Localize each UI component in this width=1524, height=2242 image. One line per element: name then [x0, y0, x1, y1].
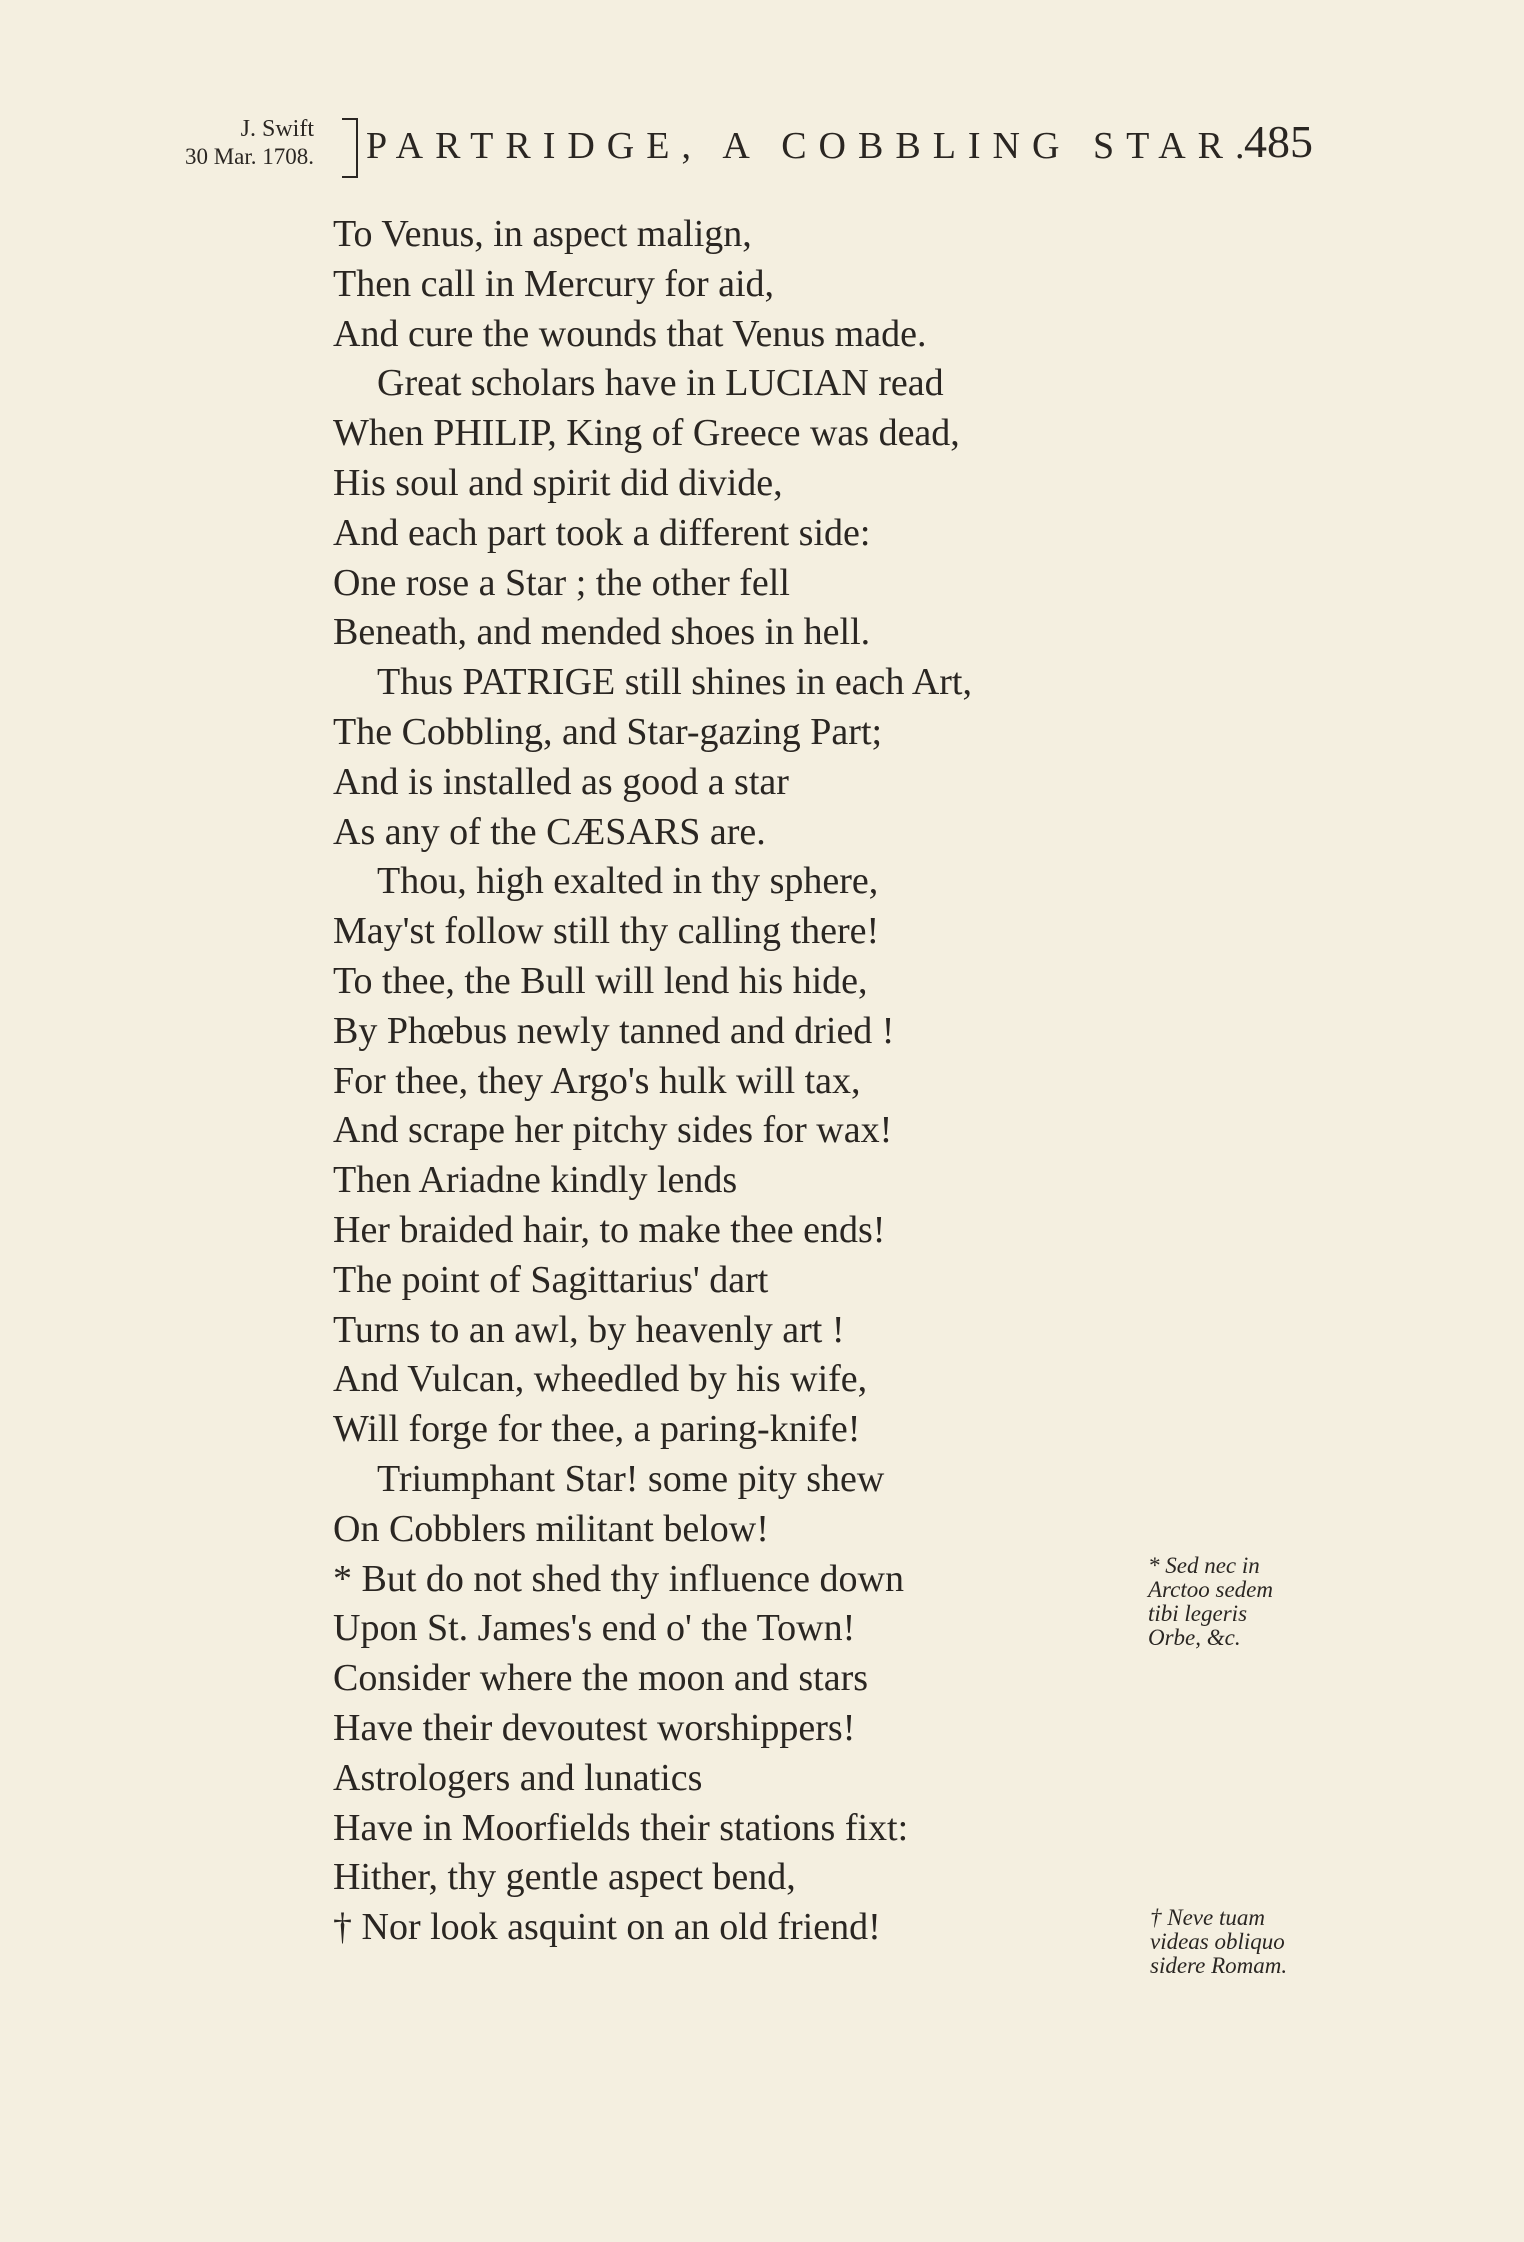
- margin-note: [1150, 1906, 1350, 1978]
- poem-line: On Cobblers militant below!: [333, 1507, 769, 1550]
- margin-note-line: Orbe, &c.: [1148, 1625, 1241, 1650]
- poem-line: Triumphant Star! some pity shew: [377, 1457, 885, 1500]
- poem-line: † Nor look asquint on an old friend!: [333, 1906, 881, 1949]
- margin-note-line: † Neve tuam: [1150, 1905, 1265, 1930]
- poem-line: And is installed as good a star: [333, 760, 789, 803]
- poem-line: Will forge for thee, a paring-knife!: [333, 1408, 861, 1451]
- margin-note-line: Arctoo sedem: [1148, 1577, 1273, 1602]
- poem-line: Thou, high exalted in thy sphere,: [377, 860, 879, 903]
- poem-line: Consider where the moon and stars: [333, 1657, 869, 1700]
- margin-note-line: sidere Romam.: [1150, 1953, 1288, 1978]
- poem-line: Have their devoutest worshippers!: [333, 1706, 856, 1749]
- poem-line: Have in Moorfields their stations fixt:: [333, 1806, 909, 1849]
- header-author: J. Swift: [240, 116, 314, 142]
- poem-line: His soul and spirit did divide,: [333, 461, 783, 504]
- margin-note-line: videas obliquo: [1150, 1929, 1285, 1954]
- poem-line: And scrape her pitchy sides for wax!: [333, 1109, 893, 1152]
- margin-note-line: tibi legeris: [1148, 1601, 1248, 1626]
- poem-line: For thee, they Argo's hulk will tax,: [333, 1059, 861, 1102]
- poem-text: [333, 210, 1133, 1953]
- poem-line: When PHILIP, King of Greece was dead,: [333, 412, 960, 455]
- poem-line: To Venus, in aspect malign,: [333, 213, 752, 255]
- poem-line: To thee, the Bull will lend his hide,: [333, 959, 868, 1002]
- poem-line: * But do not shed thy influence down: [333, 1557, 904, 1600]
- header-bracket: [342, 118, 358, 178]
- poem-line: The point of Sagittarius' dart: [333, 1258, 769, 1301]
- poem-line: Then Ariadne kindly lends: [333, 1159, 738, 1202]
- margin-note: [1148, 1554, 1348, 1650]
- poem-line: Hither, thy gentle aspect bend,: [333, 1856, 796, 1899]
- poem-line: One rose a Star ; the other fell: [333, 561, 790, 604]
- poem-line: As any of the CÆSARS are.: [333, 810, 766, 853]
- page-number: 485: [1244, 116, 1313, 167]
- poem-line: And cure the wounds that Venus made.: [333, 312, 927, 355]
- poem-line: Beneath, and mended shoes in hell.: [333, 611, 871, 654]
- poem-line: The Cobbling, and Star-gazing Part;: [333, 710, 883, 753]
- margin-note-line: * Sed nec in: [1148, 1553, 1260, 1578]
- poem-line: May'st follow still thy calling there!: [333, 910, 880, 953]
- header-side-note: [158, 116, 358, 182]
- header-date: 30 Mar. 1708.: [184, 144, 314, 169]
- poem-line: Upon St. James's end o' the Town!: [333, 1607, 856, 1650]
- poem-line: Turns to an awl, by heavenly art !: [333, 1308, 845, 1351]
- poem-line: Astrologers and lunatics: [333, 1756, 703, 1799]
- poem-line: Then call in Mercury for aid,: [333, 262, 775, 305]
- poem-line: By Phœbus newly tanned and dried !: [333, 1009, 895, 1052]
- poem-line: And each part took a different side:: [333, 511, 871, 554]
- poem-line: Her braided hair, to make thee ends!: [333, 1208, 886, 1251]
- poem-line: And Vulcan, wheedled by his wife,: [333, 1358, 868, 1401]
- poem-line: Thus PATRIGE still shines in each Art,: [377, 661, 972, 704]
- page-title: PARTRIDGE, A COBBLING STAR.: [366, 125, 1257, 167]
- poem-line: Great scholars have in LUCIAN read: [377, 362, 944, 405]
